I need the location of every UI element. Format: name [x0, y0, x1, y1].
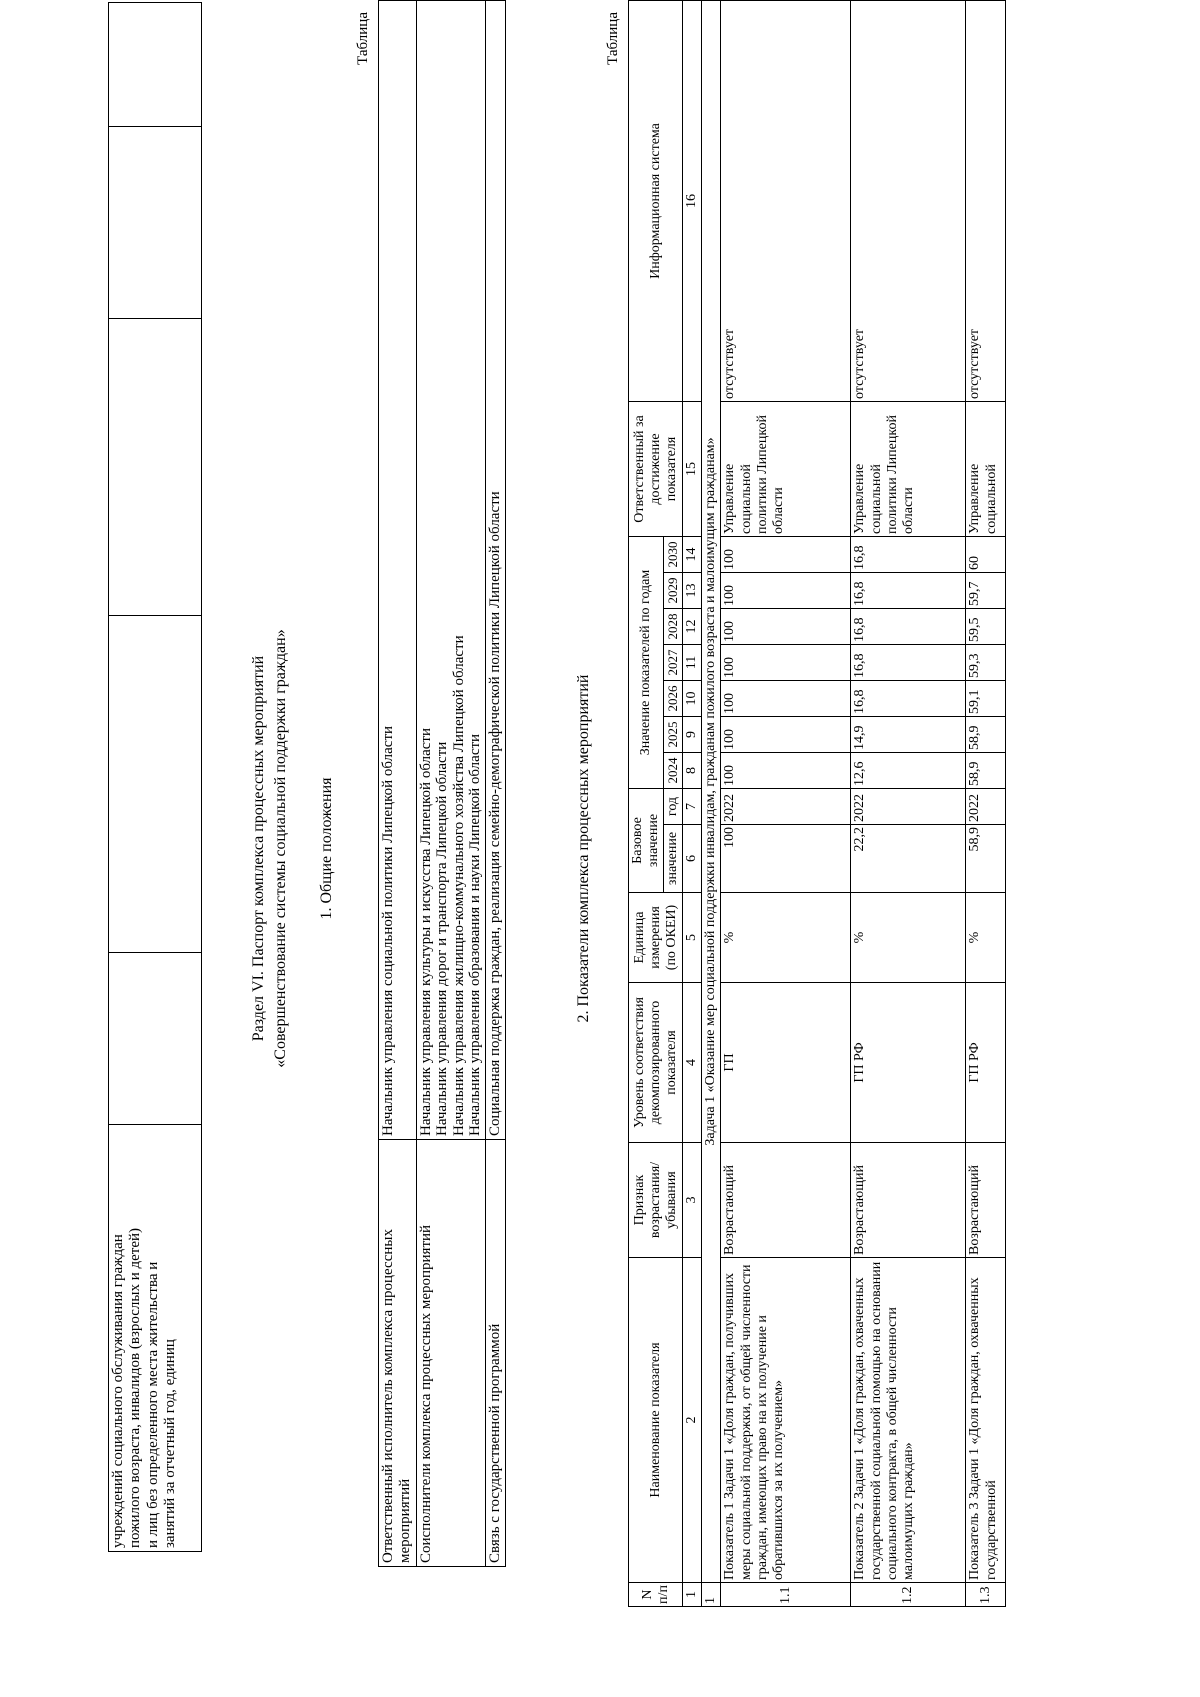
info-system: отсутствует — [966, 1, 1006, 402]
table-cell — [109, 1125, 202, 1552]
indicators-heading: 2. Показатели комплекса процессных мероприятий — [575, 674, 592, 1023]
year-value: 16,8 — [851, 537, 966, 573]
table-cell — [109, 319, 202, 616]
indicator-unit: % — [966, 893, 1006, 983]
info-system: отсутствует — [851, 1, 966, 402]
header-years-group: Значение показателей по годам — [629, 537, 664, 789]
year-value: 59,5 — [966, 609, 1006, 645]
header-info-system: Информационная система — [629, 1, 683, 402]
col-number: 16 — [683, 1, 702, 402]
header-name: Наименование показателя — [629, 1258, 683, 1583]
section-title: Раздел VI. Паспорт комплекса процессных мероприятий — [250, 655, 267, 1042]
col-number: 7 — [683, 789, 702, 825]
base-year: 2022 — [721, 789, 851, 825]
indicator-level: ГП РФ — [966, 983, 1006, 1143]
base-year: 2022 — [851, 789, 966, 825]
year-value: 58,9 — [966, 717, 1006, 753]
indicator-name: Показатель 2 Задачи 1 «Доля граждан, охваченных государственной социальной помощью на основании социального контракта, в общей численности малоимущих граждан» — [851, 1258, 966, 1583]
year-value: 16,8 — [851, 681, 966, 717]
row-label: Соисполнители комплекса процессных мероприятий — [416, 1140, 485, 1567]
header-num: N п/п — [629, 1583, 683, 1607]
info-system: отсутствует — [721, 1, 851, 402]
fragment-line: учреждений социального обслуживания граждан — [110, 1234, 126, 1548]
header-year: 2025 — [664, 717, 683, 753]
header-base: Базовое значение — [629, 789, 664, 893]
col-number: 12 — [683, 609, 702, 645]
col-number: 3 — [683, 1143, 702, 1258]
header-responsible: Ответственный за достижение показателя — [629, 402, 683, 537]
base-value: 100 — [721, 825, 851, 893]
col-number: 8 — [683, 753, 702, 789]
table-cell — [109, 3, 202, 127]
year-value: 59,1 — [966, 681, 1006, 717]
row-value — [485, 1, 505, 1140]
indicator-name: Показатель 3 Задачи 1 «Доля граждан, охваченных государственной — [966, 1258, 1006, 1583]
col-number: 1 — [683, 1583, 702, 1607]
value-line: Начальник управления социальной политики Липецкой области — [380, 725, 396, 1136]
value-line: Начальник управления жилищно-коммунального хозяйства Липецкой области — [450, 635, 467, 1136]
fragment-line: занятий за отчетный год, единиц — [161, 1339, 178, 1548]
header-unit: Единица измерения (по ОКЕИ) — [629, 893, 683, 983]
indicator-name: Показатель 1 Задачи 1 «Доля граждан, получивших меры социальной поддержки, от общей численности граждан, имеющих право на их получение и обратившихся за их получением» — [721, 1258, 851, 1583]
row-value — [416, 1, 485, 1140]
table-row — [721, 1, 851, 1607]
year-value: 100 — [721, 717, 851, 753]
row-label: Связь с государственной программой — [485, 1140, 505, 1567]
base-value: 58,9 — [966, 825, 1006, 893]
column-number-row — [683, 1, 702, 1607]
header-year: 2026 — [664, 681, 683, 717]
responsible: Управление социальной — [966, 402, 1006, 537]
col-number: 15 — [683, 402, 702, 537]
year-value: 16,8 — [851, 573, 966, 609]
value-line: Начальник управления культуры и искусства Липецкой области — [417, 728, 434, 1136]
year-value: 58,9 — [966, 753, 1006, 789]
table-cell — [109, 616, 202, 953]
responsible: Управление социальной политики Липецкой области — [721, 402, 851, 537]
col-number: 2 — [683, 1258, 702, 1583]
base-year: 2022 — [966, 789, 1006, 825]
fragment-line: и лиц без определенного места жительства и — [144, 1261, 161, 1548]
value-line: Начальник управления образования и науки Липецкой области — [467, 733, 483, 1136]
col-number: 10 — [683, 681, 702, 717]
table-cell — [109, 953, 202, 1125]
table-row — [379, 1, 417, 1567]
indicator-trend: Возрастающий — [721, 1143, 851, 1258]
indicator-unit: % — [851, 893, 966, 983]
col-number: 9 — [683, 717, 702, 753]
year-value: 12,6 — [851, 753, 966, 789]
task-num: 1 — [702, 1583, 721, 1607]
value-line: Начальник управления дорог и транспорта Липецкой области — [434, 741, 450, 1136]
year-value: 14,9 — [851, 717, 966, 753]
row-num: 1.1 — [721, 1583, 851, 1607]
value-line: Социальная поддержка граждан, реализация семейно-демографической политики Липецкой области — [486, 491, 503, 1136]
section-subtitle: «Совершенствование системы социальной поддержки граждан» — [272, 629, 289, 1068]
col-number: 11 — [683, 645, 702, 681]
row-label: Ответственный исполнитель комплекса процессных мероприятий — [379, 1140, 417, 1567]
col-number: 4 — [683, 983, 702, 1143]
year-value: 59,7 — [966, 573, 1006, 609]
base-value: 22,2 — [851, 825, 966, 893]
row-value — [379, 1, 417, 1140]
table-caption: Таблица — [605, 12, 621, 65]
table-cell — [109, 127, 202, 319]
previous-table-fragment — [108, 2, 202, 1552]
header-level: Уровень соответствия декомпозированного показателя — [629, 983, 683, 1143]
col-number: 5 — [683, 893, 702, 983]
general-heading: 1. Общие положения — [318, 777, 335, 920]
responsible: Управление социальной политики Липецкой области — [851, 402, 966, 537]
row-num: 1.3 — [966, 1583, 1006, 1607]
header-base-year: год — [664, 789, 683, 825]
header-year: 2028 — [664, 609, 683, 645]
header-base-value: значение — [664, 825, 683, 893]
table-row — [109, 3, 202, 1552]
col-number: 14 — [683, 537, 702, 573]
indicator-trend: Возрастающий — [966, 1143, 1006, 1258]
header-year: 2029 — [664, 573, 683, 609]
header-trend: Признак возрастания/ убывания — [629, 1143, 683, 1258]
year-value: 59,3 — [966, 645, 1006, 681]
year-value: 100 — [721, 753, 851, 789]
header-year: 2024 — [664, 753, 683, 789]
year-value: 16,8 — [851, 645, 966, 681]
year-value: 100 — [721, 609, 851, 645]
task-row — [702, 1, 721, 1607]
general-provisions-table — [378, 0, 506, 1567]
indicators-table — [628, 0, 1006, 1607]
row-num: 1.2 — [851, 1583, 966, 1607]
table-row — [485, 1, 505, 1567]
table-row — [416, 1, 485, 1567]
indicator-unit: % — [721, 893, 851, 983]
header-row — [629, 1, 664, 1607]
indicator-trend: Возрастающий — [851, 1143, 966, 1258]
fragment-line: пожилого возраста, инвалидов (взрослых и детей) — [127, 1227, 144, 1548]
table-caption: Таблица — [355, 12, 371, 65]
task-text: Задача 1 «Оказание мер социальной поддержки инвалидам, гражданам пожилого возраста и малоимущим гражданам» — [702, 1, 721, 1583]
header-year: 2027 — [664, 645, 683, 681]
header-year: 2030 — [664, 537, 683, 573]
year-value: 100 — [721, 573, 851, 609]
indicator-level: ГП РФ — [851, 983, 966, 1143]
table-row — [851, 1, 966, 1607]
year-value: 60 — [966, 537, 1006, 573]
year-value: 100 — [721, 537, 851, 573]
year-value: 100 — [721, 645, 851, 681]
col-number: 6 — [683, 825, 702, 893]
table-row — [966, 1, 1006, 1607]
col-number: 13 — [683, 573, 702, 609]
year-value: 100 — [721, 681, 851, 717]
year-value: 16,8 — [851, 609, 966, 645]
indicator-level: ГП — [721, 983, 851, 1143]
